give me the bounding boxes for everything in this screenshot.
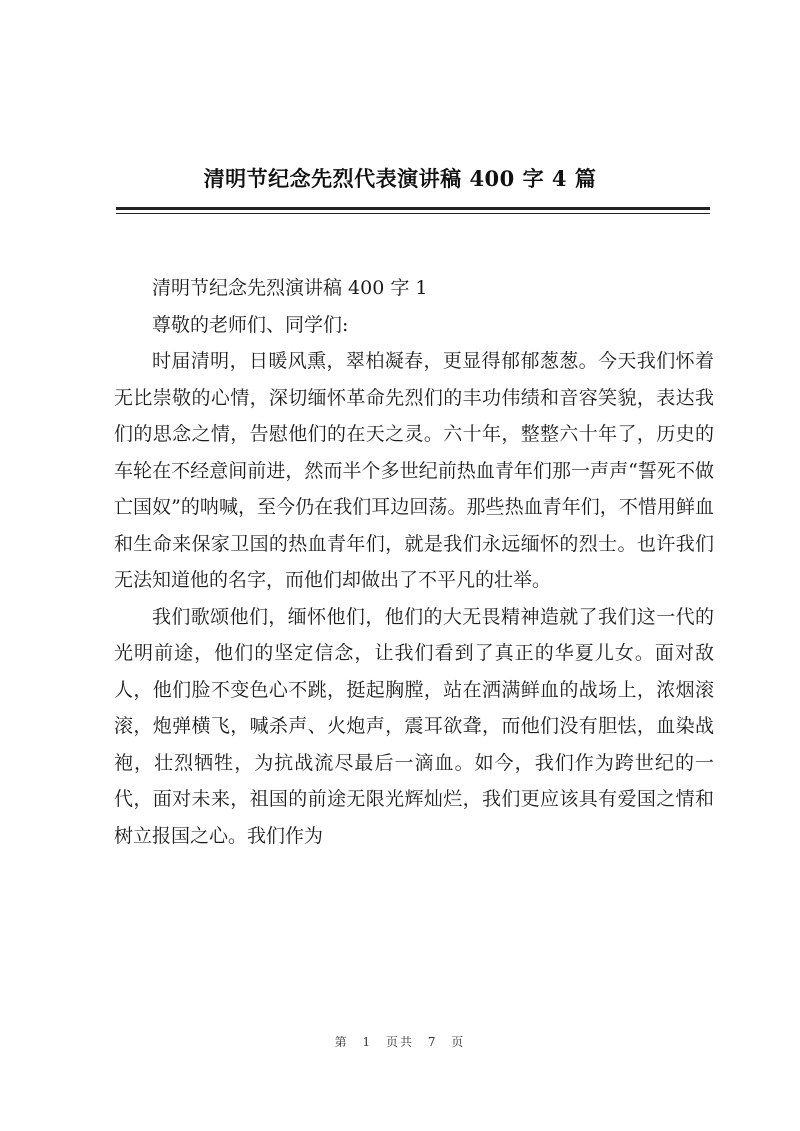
footer-prefix: 第 (334, 1035, 349, 1049)
footer-page-number: 1 (362, 1035, 373, 1049)
body-paragraph: 时届清明，日暖风熏，翠柏凝春，更显得郁郁葱葱。今天我们怀着无比崇敬的心情，深切缅怀革命先烈们的丰功伟绩和音容笑貌，表达我们的思念之情，告慰他们的在天之灵。六十年，整整六十年了，历史的车轮在不经意间前进，然而半个多世纪前热血青年们那一声声“誓死不做亡国奴”的呐喊，至今仍在我们耳边回荡。那些热血青年们，不惜用鲜血和生命来保家卫国的热血青年们，就是我们永远缅怀的烈士。也许我们无法知道他的名字，而他们却做出了不平凡的壮举。 (114, 350, 714, 591)
section-heading: 清明节纪念先烈演讲稿 400 字 1 (152, 277, 428, 299)
title-rule-thick (116, 207, 710, 210)
page-footer (0, 1033, 800, 1050)
document-title: 清明节纪念先烈代表演讲稿 400 字 4 篇 (203, 166, 597, 191)
footer-suffix: 页 (451, 1035, 466, 1049)
footer-total-pages: 7 (427, 1035, 438, 1049)
footer-mid: 页共 (385, 1035, 414, 1049)
body-paragraph: 我们歌颂他们，缅怀他们，他们的大无畏精神造就了我们这一代的光明前途，他们的坚定信念，让我们看到了真正的华夏儿女。面对敌人，他们脸不变色心不跳，挺起胸膛，站在洒满鲜血的战场上，浓烟滚滚，炮弹横飞，喊杀声、火炮声，震耳欲聋，而他们没有胆怯，血染战袍，壮烈牺牲，为抗战流尽最后一滴血。如今，我们作为跨世纪的一代，面对未来，祖国的前途无限光辉灿烂，我们更应该具有爱国之情和树立报国之心。我们作为 (114, 605, 714, 847)
document-body (114, 270, 714, 854)
title-rule-thin (116, 213, 710, 214)
salutation: 尊敬的老师们、同学们: (152, 313, 349, 336)
